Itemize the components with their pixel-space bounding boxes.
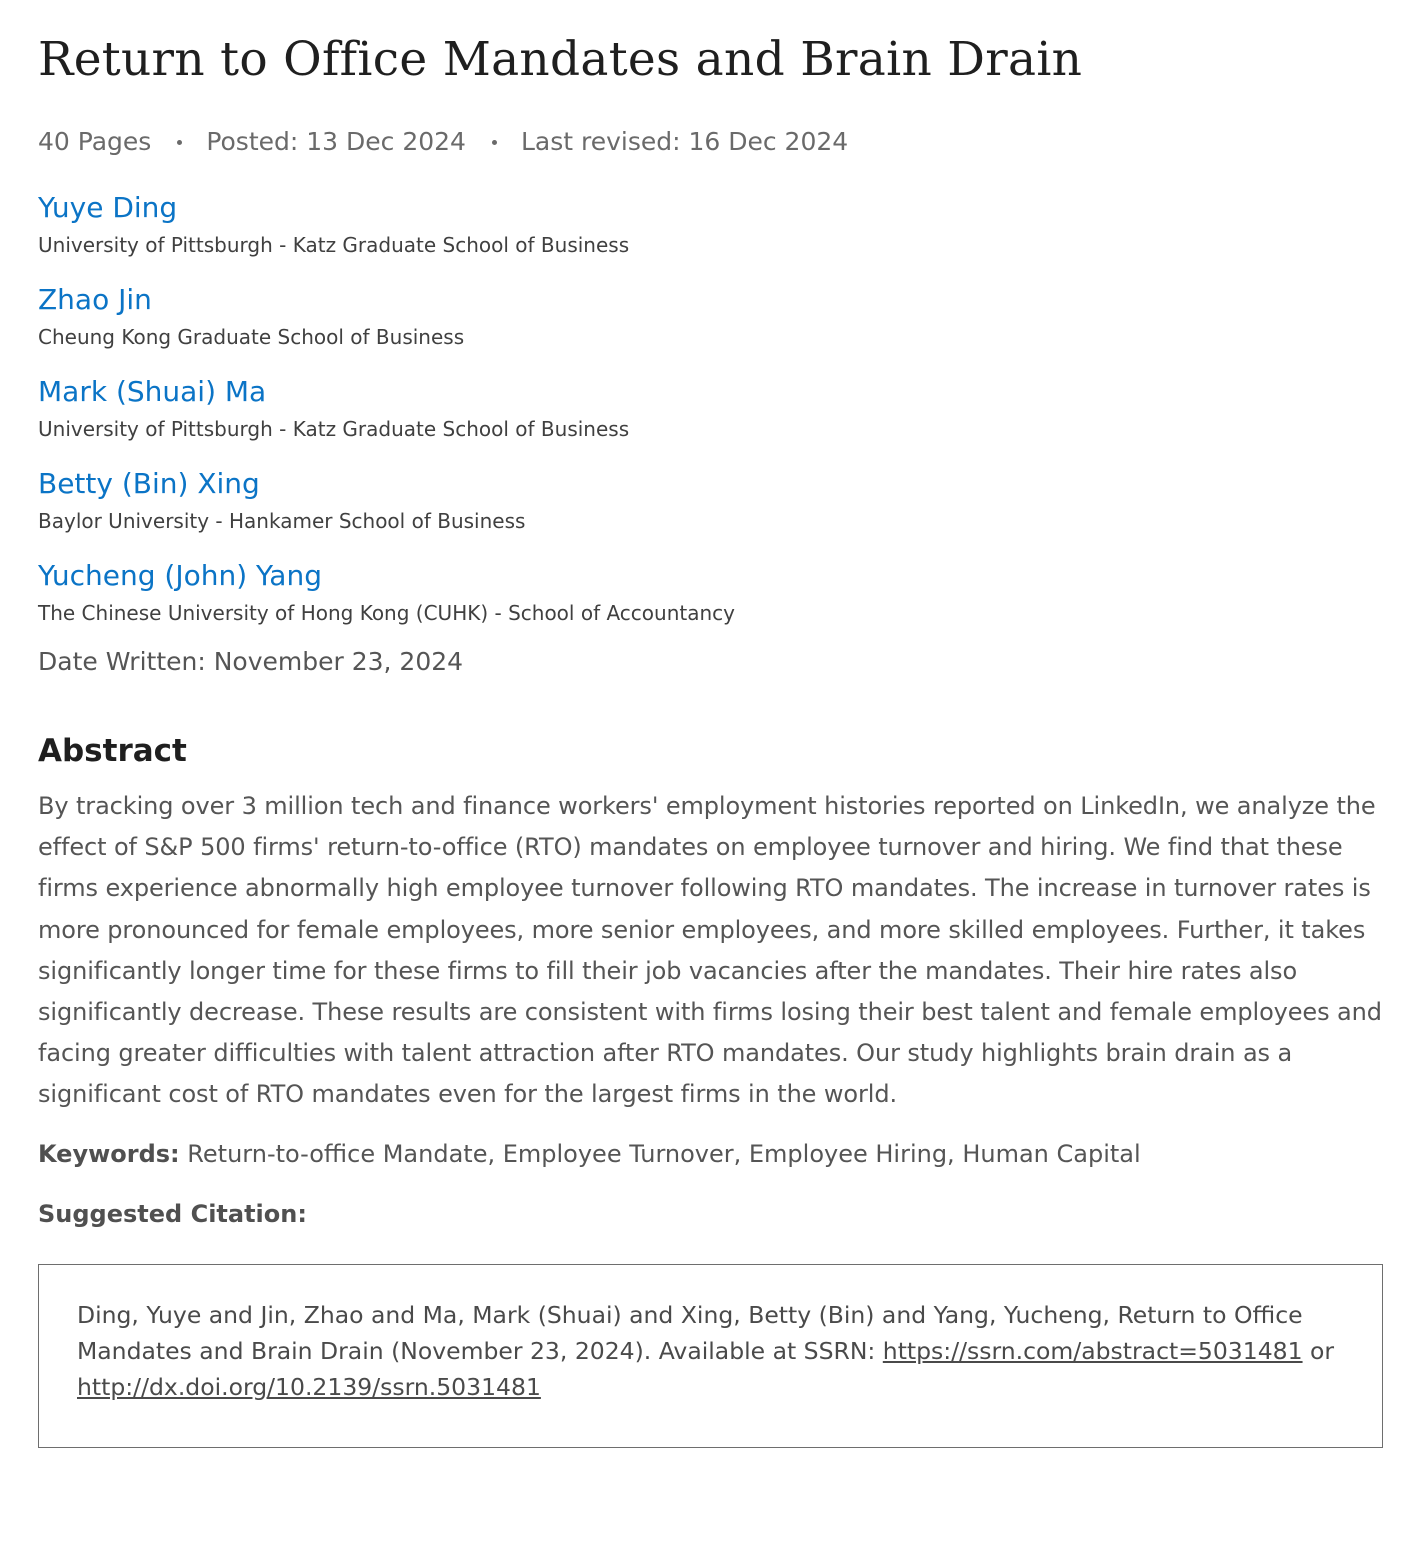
doi-link[interactable]: http://dx.doi.org/10.2139/ssrn.5031481 — [77, 1372, 541, 1401]
author-item — [38, 280, 1383, 352]
author-item — [38, 556, 1383, 628]
citation-connector: or — [1302, 1336, 1335, 1365]
author-item — [38, 372, 1383, 444]
author-link-mark-ma[interactable]: Mark (Shuai) Ma — [38, 375, 267, 408]
page-count: 40 Pages — [38, 127, 152, 156]
author-affiliation: University of Pittsburgh - Katz Graduate School of Business — [38, 233, 630, 257]
separator-dot — [177, 140, 182, 145]
author-affiliation: Cheung Kong Graduate School of Business — [38, 325, 465, 349]
author-affiliation: The Chinese University of Hong Kong (CUHK) - School of Accountancy — [38, 601, 735, 625]
keywords-label: Keywords: — [38, 1139, 180, 1168]
date-written: Date Written: November 23, 2024 — [38, 647, 464, 676]
paper-meta — [38, 126, 1383, 158]
citation-text: Ding, Yuye and Jin, Zhao and Ma, Mark (Shuai) and Xing, Betty (Bin) and Yang, Yucheng, Return to Office Mandates and Brain Drain (November 23, 2024). Available at SSRN: — [77, 1300, 1303, 1365]
author-item — [38, 464, 1383, 536]
author-link-betty-xing[interactable]: Betty (Bin) Xing — [38, 467, 260, 500]
ssrn-link[interactable]: https://ssrn.com/abstract=5031481 — [882, 1336, 1303, 1365]
abstract-heading: Abstract — [38, 733, 187, 769]
paper-title: Return to Office Mandates and Brain Drain — [38, 32, 1083, 87]
keywords — [38, 1134, 1383, 1174]
author-affiliation: Baylor University - Hankamer School of Business — [38, 509, 526, 533]
author-link-yuye-ding[interactable]: Yuye Ding — [38, 191, 178, 224]
abstract-text: By tracking over 3 million tech and finance workers' employment histories reported on LinkedIn, we analyze the effect of S&P 500 firms' return-to-office (RTO) mandates on employee turnover and hiring. We find that these firms experience abnormally high employee turnover following RTO mandates. The increase in turnover rates is more pronounced for female employees, more senior employees, and more skilled employees. Further, it takes significantly longer time for these firms to fill their job vacancies after the mandates. Their hire rates also significantly decrease. These results are consistent with firms losing their best talent and female employees and facing greater difficulties with talent attraction after RTO mandates. Our study highlights brain drain as a significant cost of RTO mandates even for the largest firms in the world. — [38, 792, 1382, 1109]
citation-box — [38, 1264, 1383, 1448]
posted-date: Posted: 13 Dec 2024 — [206, 127, 466, 156]
author-item — [38, 188, 1383, 260]
suggested-citation-label: Suggested Citation: — [38, 1199, 307, 1228]
last-revised-date: Last revised: 16 Dec 2024 — [520, 127, 849, 156]
separator-dot — [492, 140, 497, 145]
keywords-value: Return-to-office Mandate, Employee Turnover, Employee Hiring, Human Capital — [187, 1139, 1141, 1168]
author-affiliation: University of Pittsburgh - Katz Graduate School of Business — [38, 417, 630, 441]
author-link-zhao-jin[interactable]: Zhao Jin — [38, 283, 152, 316]
author-list — [38, 188, 1383, 628]
author-link-yucheng-yang[interactable]: Yucheng (John) Yang — [38, 559, 322, 592]
